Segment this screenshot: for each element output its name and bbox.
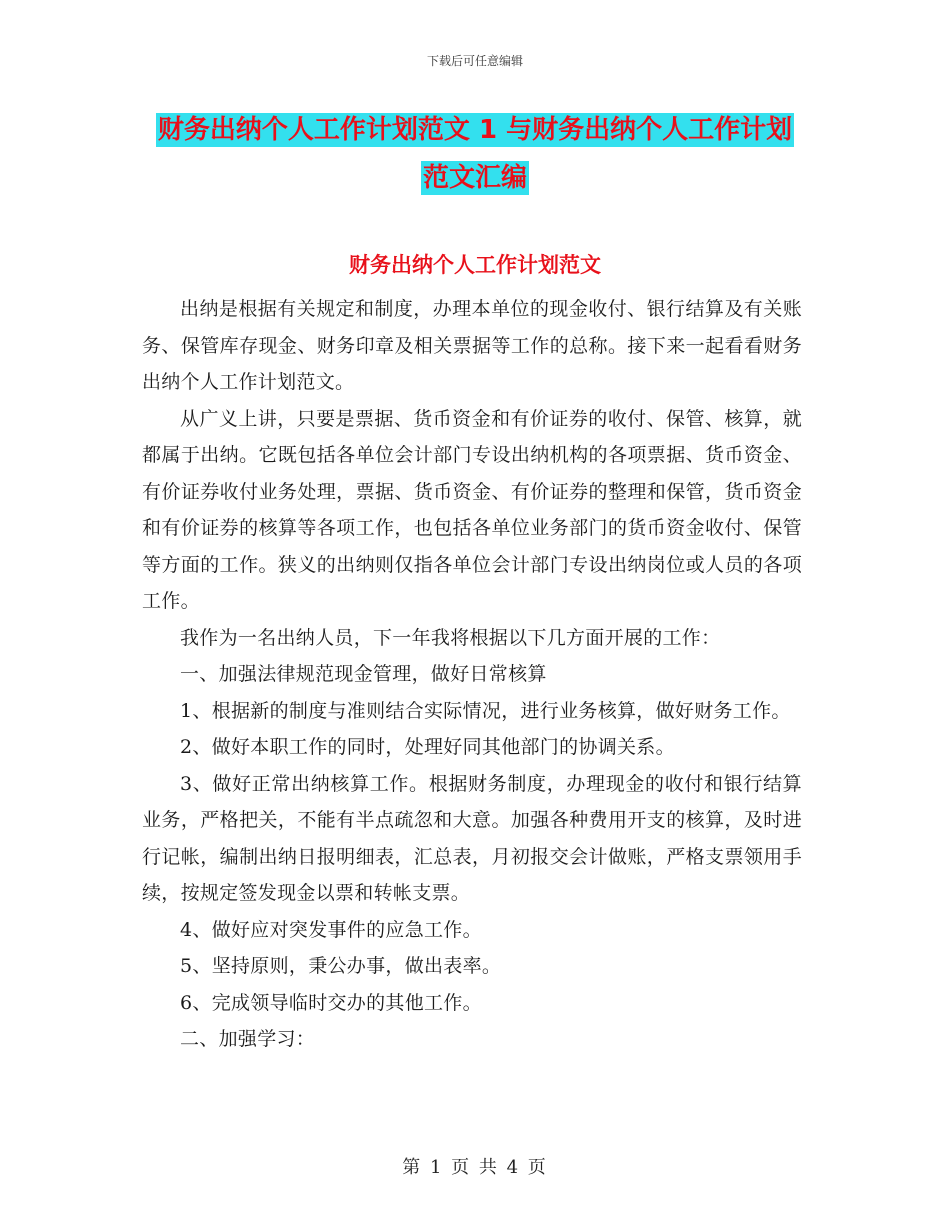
paragraph: 二、加强学习： (180, 1028, 316, 1050)
paragraph: 2、做好本职工作的同时，处理好同其他部门的协调关系。 (180, 736, 675, 758)
page-footer: 第 1 页 共 4 页 (402, 1157, 548, 1178)
section-title: 财务出纳个人工作计划范文 (349, 253, 601, 277)
header-note: 下载后可任意编辑 (426, 54, 523, 68)
document-title (150, 106, 800, 202)
paragraph: 1、根据新的制度与准则结合实际情况，进行业务核算，做好财务工作。 (180, 699, 791, 722)
paragraph: 6、完成领导临时交办的其他工作。 (180, 991, 482, 1014)
paragraph: 4、做好应对突发事件的应急工作。 (180, 918, 482, 941)
paragraph: 我作为一名出纳人员，下一年我将根据以下几方面开展的工作： (180, 626, 721, 649)
paragraph: 3、做好正常出纳核算工作。根据财务制度，办理现金的收付和银行结算业务，严格把关，不能有半点疏忽和大意。加强各种费用开支的核算，及时进行记帐，编制出纳日报明细表，汇总表，月初报交会计做账，严格支票领用手续，按规定签发现金以票和转帐支票。 (142, 772, 802, 904)
paragraph: 从广义上讲，只要是票据、货币资金和有价证券的收付、保管、核算，就都属于出纳。它既包括各单位会计部门专设出纳机构的各项票据、货币资金、有价证券收付业务处理，票据、货币资金、有价证券的整理和保管，货币资金和有价证券的核算等各项工作，也包括各单位业务部门的货币资金收付、保管等方面的工作。狭义的出纳则仅指各单位会计部门专设出纳岗位或人员的各项工作。 (142, 407, 802, 612)
paragraph: 出纳是根据有关规定和制度，办理本单位的现金收付、银行结算及有关账务、保管库存现金、财务印章及相关票据等工作的总称。接下来一起看看财务出纳个人工作计划范文。 (142, 298, 802, 393)
document-title-text: 财务出纳个人工作计划范文 1 与财务出纳个人工作计划范文汇编 (157, 115, 793, 193)
document-body (142, 291, 802, 1058)
paragraph: 一、加强法律规范现金管理，做好日常核算 (180, 663, 547, 685)
paragraph: 5、坚持原则，秉公办事，做出表率。 (180, 955, 502, 977)
